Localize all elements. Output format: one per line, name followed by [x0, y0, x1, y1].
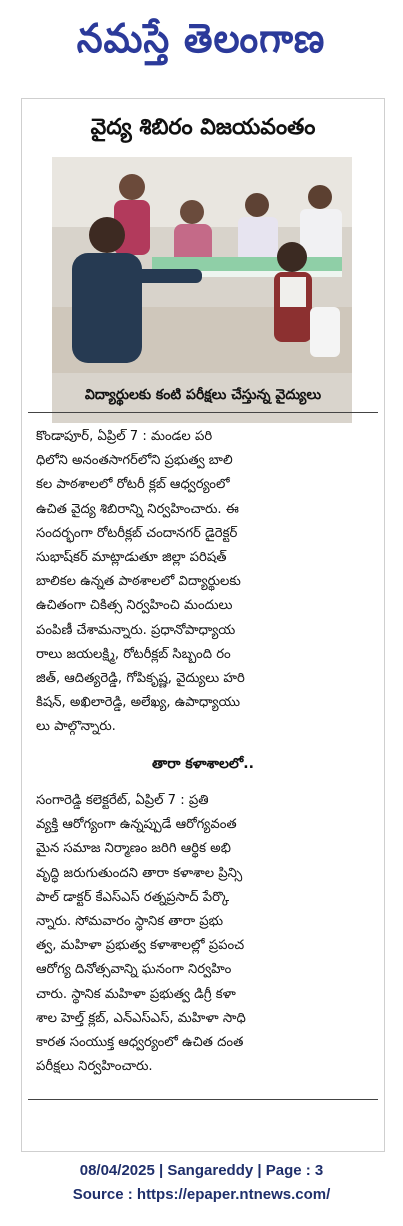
para2-line: శాల హెల్త్ క్లబ్, ఎన్ఎస్ఎస్, మహిళా సాధి — [36, 1010, 246, 1026]
eye-camp-photo-illustration — [52, 157, 352, 373]
article-paragraph-1 — [36, 425, 376, 740]
para2-line: వృద్ధి జరుగుతుందని తారా కళాశాల ప్రిన్సి — [36, 865, 243, 881]
para1-line: సందర్భంగా రోటరీక్లబ్ చందానగర్ డైరెక్టర్ — [36, 525, 238, 541]
article-clipping — [21, 98, 385, 1152]
para1-line: పంపిణీ చేశామన్నారు. ప్రధానోపాధ్యాయ — [36, 622, 236, 638]
para1-line: బాలికల ఉన్నత పాఠశాలలో విద్యార్థులకు — [36, 574, 241, 590]
article-subheading: తారా కళాశాలలో.. — [152, 756, 254, 772]
para1-line: కొండాపూర్, ఏప్రిల్ 7 : మండల పరి — [36, 429, 213, 444]
para2-line: చారు. స్థానిక మహిళా ప్రభుత్వ డిగ్రీ కళా — [36, 986, 236, 1002]
para2-line: మైన సమాజ నిర్మాణం జరిగి ఆర్థిక అభి — [36, 841, 231, 857]
footer-source: Source : https://epaper.ntnews.com/ — [72, 1186, 331, 1203]
para2-line: న్నారు. సోమవారం స్థానిక తారా ప్రభు — [36, 914, 224, 930]
para1-line: ఉచితంగా చికిత్స నిర్వహించి మందులు — [36, 598, 233, 614]
footer-dateline: 08/04/2025 | Sangareddy | Page : 3 — [79, 1162, 324, 1179]
article-headline: వైద్య శిబిరం విజయవంతం — [90, 115, 316, 140]
para2-line: ఆరోగ్య దినోత్సవాన్ని ఘనంగా నిర్వహిం — [36, 962, 232, 978]
para2-line: పరీక్షలు నిర్వహించారు. — [36, 1059, 153, 1075]
para1-line: కిషన్, అఖిలారెడ్డి, అలేఖ్య, ఉపాధ్యాయు — [36, 695, 241, 711]
para1-line: లు పాల్గొన్నారు. — [36, 719, 116, 735]
masthead-title: నమస్తే తెలంగాణ — [77, 16, 326, 62]
para2-line: సంగారెడ్డి కలెక్టరేట్, ఏప్రిల్ 7 : ప్రతి — [36, 793, 209, 808]
para2-line: కారత సంయుక్త ఆధ్వర్యంలో ఉచిత దంత — [36, 1035, 244, 1051]
newspaper-masthead — [0, 6, 403, 72]
para1-line: ఉచిత వైద్య శిబిరాన్ని నిర్వహించారు. ఈ — [36, 501, 239, 517]
para1-line: రాలు జయలక్ష్మి, రోటరీక్లబ్ సిబ్బంది రం — [36, 646, 231, 662]
para1-line: ధిలోని అనంతసాగర్‌లోని ప్రభుత్వ బాలి — [36, 453, 233, 469]
photo-caption: విద్యార్థులకు కంటి పరీక్షలు చేస్తున్న వైద్యులు — [84, 387, 322, 403]
article-end-rule — [28, 1099, 378, 1100]
para1-line: జిత్, ఆదిత్యరెడ్డి, గోపికృష్ణ, వైద్యులు హరి — [36, 671, 245, 687]
para1-line: కల పాఠశాలలో రోటరీ క్లబ్ ఆధ్వర్యంలో — [36, 477, 230, 493]
para2-line: త్వ, మహిళా ప్రభుత్వ కళాశాలల్లో ప్రపంచ — [36, 938, 245, 954]
para2-line: వ్యక్తి ఆరోగ్యంగా ఉన్నప్పుడే ఆరోగ్యవంత — [36, 817, 237, 833]
para2-line: పాల్ డాక్టర్ కేఎస్ఎస్ రత్నప్రసాద్ పేర్కొ — [36, 889, 230, 905]
para1-line: సుభాష్‌కర్ మాట్లాడుతూ జిల్లా పరిషత్ — [36, 550, 227, 566]
caption-divider — [28, 412, 378, 413]
article-paragraph-2 — [36, 789, 376, 1079]
